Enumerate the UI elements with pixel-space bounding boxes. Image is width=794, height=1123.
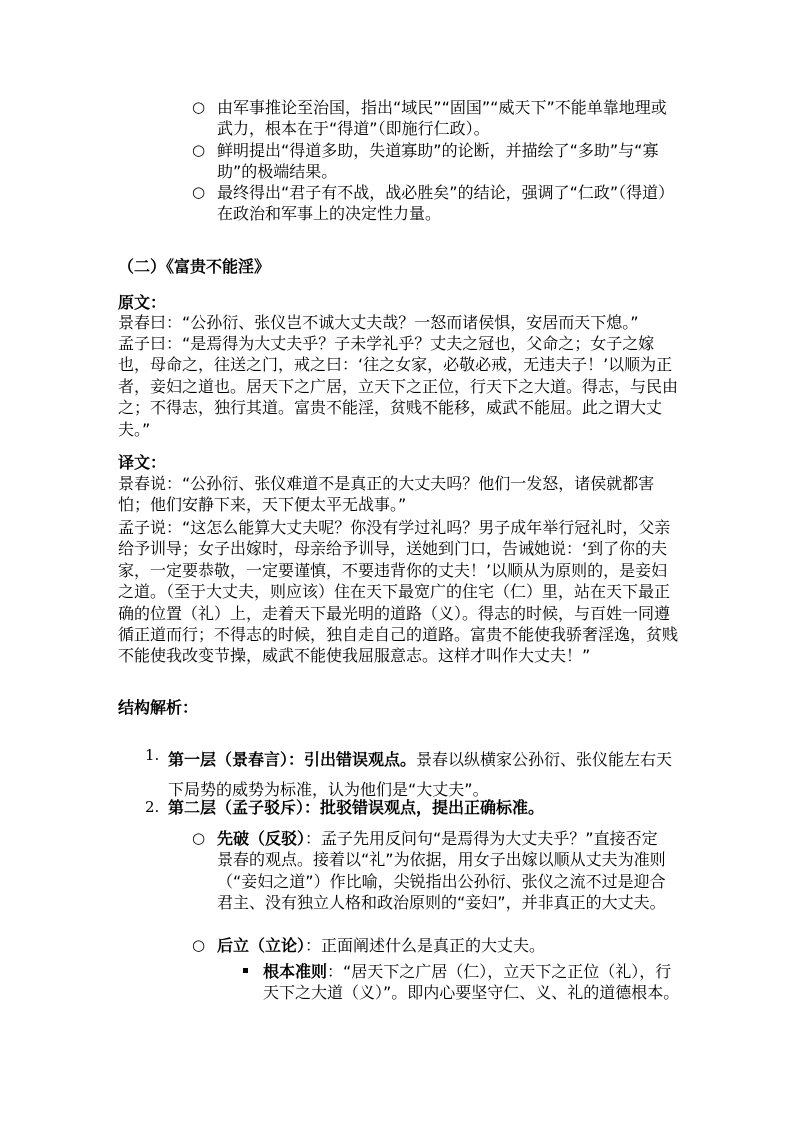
sub-sub-item-principle	[263, 961, 683, 1004]
list-item: 由军事推论至治国，指出“域民”“固国”“威天下”不能单靠地理或武力，根本在于“得道”（即施行仁政）。	[217, 98, 667, 139]
sub-item-refute-heading: 先破（反驳）	[217, 829, 306, 848]
list-number: 2.	[145, 798, 160, 816]
sub-item-refute-text: ：孟子先用反问句“是焉得为大丈夫乎？”直接否定景春的观点。接着以“礼”为依据，用女子出嫁以顺从丈夫为准则（“妾妇之道”）作比喻，尖锐指出公孙衍、张仪之流不过是迎合君主、没有独立人格和政治原则的“妾妇”，并非真正的大丈夫。	[217, 829, 666, 913]
structure-item-1-text: 景春以纵横家公孙衍、张仪能左右天下局势的威势为标准，认为他们是“大丈夫”。	[168, 750, 673, 799]
sub-item-establish-heading: 后立（立论）	[217, 936, 306, 955]
sub-item-refute	[217, 828, 667, 914]
sub-item-establish	[217, 935, 667, 956]
original-paragraph-2: 孟子曰：“是焉得为大丈夫乎？子未学礼乎？丈夫之冠也，父命之；女子之嫁也，母命之，往送之门，戒之曰：‘往之女家，必敬必戒，无违夫子！’以顺为正者，妾妇之道也。居天下之广居，立天下之正位，行天下之大道。得志，与民由之；不得志，独行其道。富贵不能淫，贫贱不能移，威武不能屈。此之谓大丈夫。”	[118, 334, 679, 439]
original-paragraph-1: 景春曰：“公孙衍、张仪岂不诚大丈夫哉？一怒而诸侯惧，安居而天下熄。”	[118, 313, 639, 332]
bullet-circle-icon: ○	[192, 141, 206, 159]
structure-item-1	[168, 745, 673, 805]
structure-item-2: 第二层（孟子驳斥）：批驳错误观点，提出正确标准。	[168, 798, 545, 817]
translation-label: 译文：	[118, 453, 167, 472]
bullet-circle-icon: ○	[192, 936, 206, 954]
structure-item-1-heading: 第一层（景春言）：引出错误观点。	[168, 750, 417, 769]
structure-label: 结构解析：	[118, 698, 199, 717]
bullet-circle-icon: ○	[192, 829, 206, 847]
section-heading: （二）《富贵不能淫》	[118, 257, 271, 276]
translation-paragraph-1: 景春说：“公孙衍、张仪难道不是真正的大丈夫吗？他们一发怒，诸侯就都害怕；他们安静下来，天下便太平无战事。”	[118, 474, 655, 515]
bullet-circle-icon: ○	[192, 98, 206, 116]
original-label: 原文：	[118, 293, 167, 312]
sub-item-establish-text: ：正面阐述什么是真正的大丈夫。	[305, 936, 546, 955]
translation-paragraph-2: 孟子说：“这怎么能算大丈夫呢？你没有学过礼吗？男子成年举行冠礼时，父亲给予训导；女子出嫁时，母亲给予训导，送她到门口，告诫她说：‘到了你的夫家，一定要恭敬，一定要谨慎，不要违背你的丈夫！’以顺从为原则的，是妾妇之道。（至于大丈夫，则应该）住在天下最宽广的住宅（仁）里，站在天下最正确的位置（礼）上，走着天下最光明的道路（义）。得志的时候，与百姓一同遵循正道而行；不得志的时候，独自走自己的道路。富贵不能使我骄奢淫逸，贫贱不能使我改变节操，威武不能使我屈服意志。这样才叫作大丈夫！”	[118, 518, 679, 666]
sub-sub-item-principle-heading: 根本准则	[263, 962, 328, 981]
list-number: 1.	[145, 746, 160, 764]
list-item: 鲜明提出“得道多助，失道寡助”的论断，并描绘了“多助”与“寡助”的极端结果。	[217, 141, 659, 182]
bullet-square-icon	[243, 968, 248, 973]
sub-sub-item-principle-text: ：“居天下之广居（仁），立天下之正位（礼），行天下之大道（义）”。即内心要坚守仁、义、礼的道德根本。	[263, 962, 680, 1003]
list-item: 最终得出“君子有不战，战必胜矣”的结论，强调了“仁政”（得道）在政治和军事上的决定性力量。	[217, 183, 667, 224]
bullet-circle-icon: ○	[192, 183, 206, 201]
